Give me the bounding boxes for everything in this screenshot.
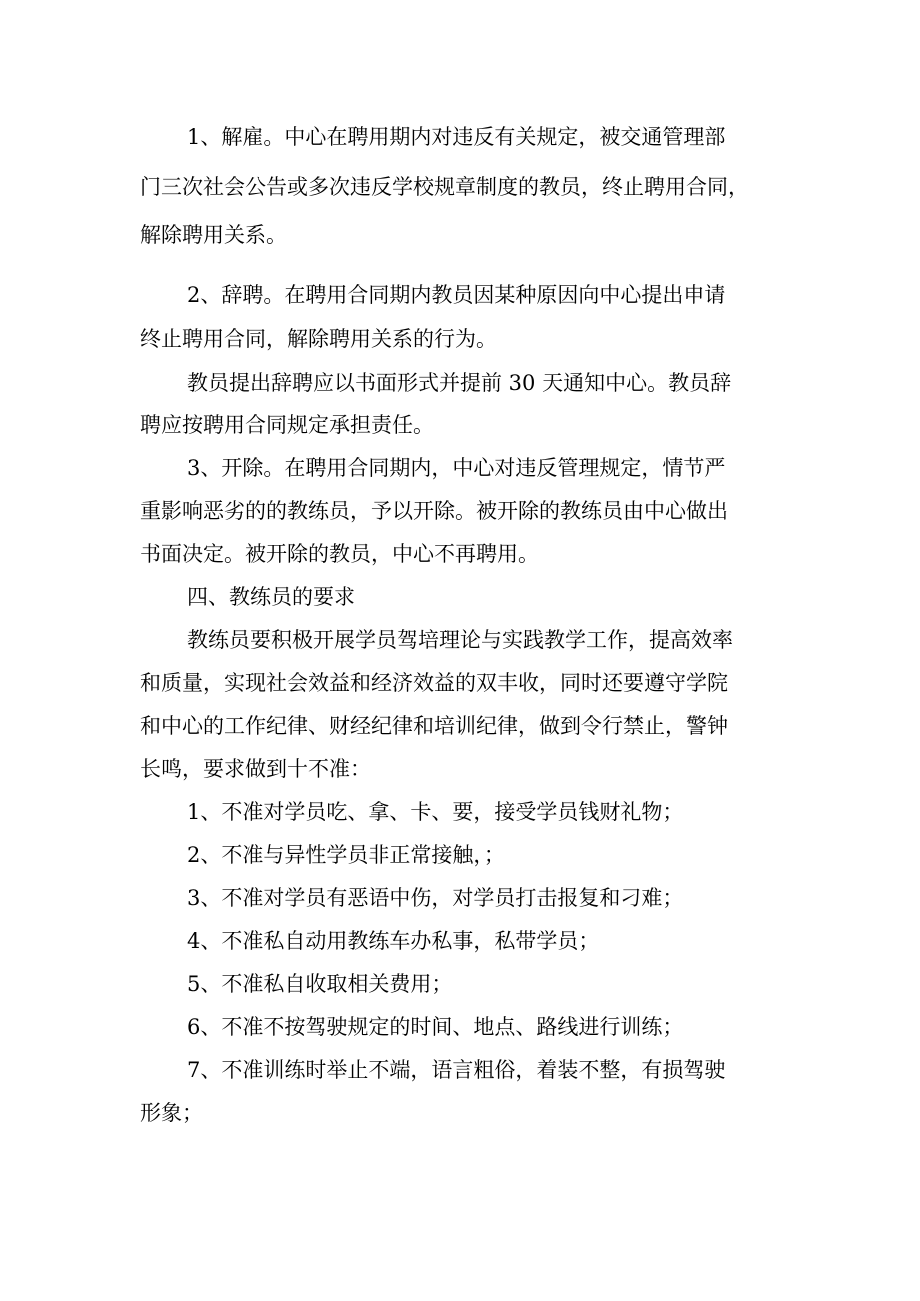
rule-item: 4、不准私自动用教练车办私事，私带学员；: [187, 929, 600, 953]
paragraph-line: 教员提出辞聘应以书面形式并提前 30 天通知中心。教员辞: [187, 371, 732, 395]
paragraph-line: 教练员要积极开展学员驾培理论与实践教学工作，提高效率: [187, 628, 733, 652]
rule-item: 7、不准训练时举止不端，语言粗俗，着装不整，有损驾驶: [187, 1058, 726, 1082]
paragraph-line: 2、辞聘。在聘用合同期内教员因某种原因向中心提出申请: [187, 283, 726, 307]
paragraph-line: 重影响恶劣的的教练员，予以开除。被开除的教练员由中心做出: [140, 499, 728, 523]
paragraph-line: 门三次社会公告或多次违反学校规章制度的教员，终止聘用合同，: [140, 175, 749, 199]
rule-item: 6、不准不按驾驶规定的时间、地点、路线进行训练；: [187, 1015, 684, 1039]
paragraph-line: 书面决定。被开除的教员，中心不再聘用。: [140, 542, 539, 566]
paragraph-line: 聘应按聘用合同规定承担责任。: [140, 413, 434, 437]
rule-item: 5、不准私自收取相关费用；: [187, 972, 453, 996]
paragraph-line: 终止聘用合同，解除聘用关系的行为。: [140, 327, 497, 351]
section-heading: 四、教练员的要求: [187, 585, 355, 609]
paragraph-line: 3、开除。在聘用合同期内，中心对违反管理规定，情节严: [187, 456, 726, 480]
paragraph-line: 长鸣，要求做到十不准：: [140, 757, 371, 781]
paragraph-line: 解除聘用关系。: [140, 223, 287, 247]
paragraph-line: 和中心的工作纪律、财经纪律和培训纪律，做到令行禁止，警钟: [140, 714, 728, 738]
rule-item: 3、不准对学员有恶语中伤，对学员打击报复和刁难；: [187, 886, 684, 910]
paragraph-line: 和质量，实现社会效益和经济效益的双丰收，同时还要遵守学院: [140, 671, 728, 695]
paragraph-line: 1、解雇。中心在聘用期内对违反有关规定，被交通管理部: [187, 125, 726, 149]
rule-item: 2、不准与异性学员非正常接触，；: [187, 843, 505, 867]
rule-item-continuation: 形象；: [140, 1101, 203, 1125]
rule-item: 1、不准对学员吃、拿、卡、要，接受学员钱财礼物；: [187, 800, 684, 824]
